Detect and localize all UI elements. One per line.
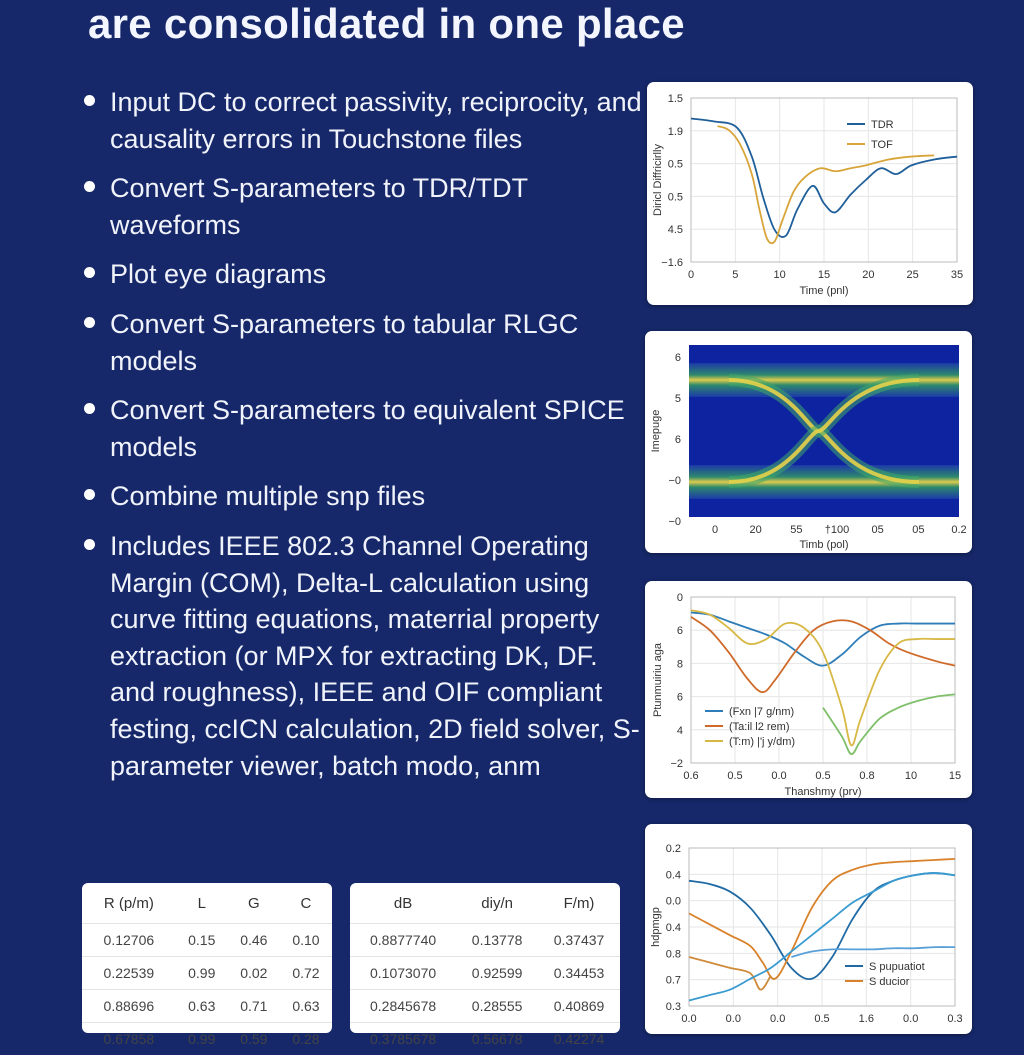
x-tick-label: 15 (949, 770, 961, 782)
x-tick-label: 0.6 (683, 770, 698, 782)
x-tick-label: 25 (907, 269, 919, 281)
x-tick-label: 0.5 (727, 770, 742, 782)
x-tick-label: 05 (872, 524, 884, 536)
db-table (350, 883, 620, 1055)
y-tick-label: 1.9 (668, 126, 683, 138)
db-table-card (350, 883, 620, 1033)
y-tick-label: 4.5 (668, 224, 683, 236)
x-tick-label: 0.0 (903, 1013, 918, 1025)
table-cell: 0.37437 (538, 924, 620, 957)
table-cell: 0.10 (280, 924, 332, 957)
y-axis-label: Imepuge (650, 410, 662, 453)
table-cell: 0.28555 (456, 990, 538, 1023)
x-tick-label: 1.6 (859, 1013, 874, 1025)
bullet-icon (84, 267, 95, 278)
table-row (82, 957, 332, 990)
y-tick-label: −2 (670, 758, 683, 770)
series-line (689, 957, 771, 990)
table-cell: 0.59 (228, 1023, 280, 1055)
feature-item (82, 256, 642, 293)
table-row (350, 957, 620, 990)
series-line (823, 694, 955, 754)
y-tick-label: 5 (675, 393, 681, 405)
table-header: diy/n (456, 883, 538, 924)
legend-label: TOF (871, 139, 893, 151)
tdr-chart-card (647, 82, 973, 305)
table-row (350, 924, 620, 957)
y-tick-label: 0.7 (666, 975, 681, 987)
x-tick-label: 35 (951, 269, 963, 281)
table-header: R (p/m) (82, 883, 176, 924)
x-tick-label: 20 (750, 524, 762, 536)
feature-text: Combine multiple snp files (110, 481, 425, 511)
feature-text: Convert S-parameters to equivalent SPICE models (110, 395, 625, 462)
feature-text: Convert S-parameters to TDR/TDT waveforms (110, 173, 528, 240)
table-cell: 0.67858 (82, 1023, 176, 1055)
y-tick-label: 0.2 (666, 843, 681, 855)
table-cell: 0.72 (280, 957, 332, 990)
eye-diagram-chart (645, 331, 972, 553)
sparam-chart-card (645, 824, 972, 1034)
table-header: C (280, 883, 332, 924)
table-cell: 0.88696 (82, 990, 176, 1023)
feature-item (82, 170, 642, 243)
feature-text: Convert S-parameters to tabular RLGC models (110, 309, 578, 376)
rlgc-table (82, 883, 332, 1055)
x-tick-label: 55 (790, 524, 802, 536)
table-cell: 0.71 (228, 990, 280, 1023)
table-cell: 0.02 (228, 957, 280, 990)
table-cell: 0.8877740 (350, 924, 456, 957)
table-row (350, 1023, 620, 1055)
x-tick-label: 5 (732, 269, 738, 281)
bullet-icon (84, 317, 95, 328)
y-tick-label: 0.5 (668, 191, 683, 203)
y-tick-label: 0.4 (666, 869, 681, 881)
table-cell: 0.56678 (456, 1023, 538, 1055)
x-axis-label: Timb (pol) (799, 539, 848, 551)
sparam-chart (645, 824, 972, 1034)
eye-diagram-card (645, 331, 972, 553)
feature-item (82, 478, 642, 515)
rlgc-table-card (82, 883, 332, 1033)
rlgc-chart-card (645, 581, 972, 798)
y-tick-label: 0.4 (666, 922, 681, 934)
table-cell: 0.92599 (456, 957, 538, 990)
feature-item (82, 306, 642, 379)
table-cell: 0.13778 (456, 924, 538, 957)
x-tick-label: 10 (774, 269, 786, 281)
legend-label: TDR (871, 119, 894, 131)
feature-text: Input DC to correct passivity, reciprocity, and causality errors in Touchstone files (110, 87, 642, 154)
table-cell: 0.99 (176, 1023, 228, 1055)
table-cell: 0.99 (176, 957, 228, 990)
feature-list (82, 84, 642, 797)
table-cell: 0.1073070 (350, 957, 456, 990)
y-axis-label: Diricl Diffricirlly (652, 144, 664, 216)
y-tick-label: −0 (668, 516, 681, 528)
y-tick-label: −0 (668, 475, 681, 487)
y-tick-label: 0.5 (668, 159, 683, 171)
table-row (82, 924, 332, 957)
y-tick-label: −1.6 (661, 257, 683, 269)
y-tick-label: 0 (677, 592, 683, 604)
x-axis-label: Thanshmy (prv) (784, 786, 861, 798)
table-cell: 0.22539 (82, 957, 176, 990)
y-tick-label: 1.5 (668, 93, 683, 105)
table-cell: 0.63 (280, 990, 332, 1023)
x-tick-label: 0 (712, 524, 718, 536)
x-tick-label: 0.0 (726, 1013, 741, 1025)
table-cell: 0.46 (228, 924, 280, 957)
table-header: F/m) (538, 883, 620, 924)
legend-label: (Fxn |7 g/nm) (729, 706, 794, 718)
page-headline: are consolidated in one place (88, 0, 988, 50)
table-cell: 0.12706 (82, 924, 176, 957)
table-cell: 0.3785678 (350, 1023, 456, 1055)
x-tick-label: 20 (862, 269, 874, 281)
rlgc-chart (645, 581, 972, 798)
x-tick-label: 0.0 (771, 770, 786, 782)
x-tick-label: 0.5 (815, 770, 830, 782)
y-tick-label: 8 (677, 658, 683, 670)
series-line (718, 126, 935, 243)
bullet-icon (84, 403, 95, 414)
table-cell: 0.34453 (538, 957, 620, 990)
x-tick-label: 0.3 (947, 1013, 962, 1025)
legend-label: (Ta:il l2 rem) (729, 721, 790, 733)
x-tick-label: 0.2 (951, 524, 966, 536)
x-tick-label: †100 (825, 524, 849, 536)
y-tick-label: 4 (677, 725, 683, 737)
x-tick-label: 05 (912, 524, 924, 536)
feature-item (82, 528, 642, 784)
y-axis-label: Ptunmuiriu aga (652, 642, 664, 717)
bullet-icon (84, 489, 95, 500)
x-tick-label: 0.0 (770, 1013, 785, 1025)
x-tick-label: 0.0 (681, 1013, 696, 1025)
bullet-icon (84, 95, 95, 106)
table-cell: 0.40869 (538, 990, 620, 1023)
x-tick-label: 0.5 (814, 1013, 829, 1025)
table-header: dB (350, 883, 456, 924)
table-cell: 0.63 (176, 990, 228, 1023)
y-tick-label: 6 (677, 692, 683, 704)
table-cell: 0.28 (280, 1023, 332, 1055)
feature-text: Plot eye diagrams (110, 259, 326, 289)
y-tick-label: 6 (677, 625, 683, 637)
y-axis-label: hdpmgp (650, 907, 662, 947)
tdr-chart (647, 82, 973, 305)
x-tick-label: 15 (818, 269, 830, 281)
table-row (82, 1023, 332, 1055)
table-cell: 0.42274 (538, 1023, 620, 1055)
x-tick-label: 10 (905, 770, 917, 782)
table-row (82, 990, 332, 1023)
table-cell: 0.2845678 (350, 990, 456, 1023)
feature-item (82, 392, 642, 465)
table-row (350, 990, 620, 1023)
y-tick-label: 6 (675, 352, 681, 364)
legend-label: S pupuatiot (869, 961, 925, 973)
table-header: L (176, 883, 228, 924)
y-tick-label: 0.8 (666, 948, 681, 960)
legend-label: (T:m) |'j y/dm) (729, 736, 795, 748)
series-line (791, 947, 955, 957)
feature-text: Includes IEEE 802.3 Channel Operating Margin (COM), Delta-L calculation using curve fitting equations, materrial property extraction (or MPX for extracting DK, DF. and roughness), IEEE and OIF compliant festing, ccICN calculation, 2D field solver, S-parameter viewer, batch modo, anm (110, 531, 640, 781)
table-cell: 0.15 (176, 924, 228, 957)
x-axis-label: Time (pnl) (799, 285, 848, 297)
y-tick-label: 0.0 (666, 896, 681, 908)
y-tick-label: 0.3 (666, 1001, 681, 1013)
y-tick-label: 6 (675, 434, 681, 446)
bullet-icon (84, 539, 95, 550)
x-tick-label: 0.8 (859, 770, 874, 782)
feature-item (82, 84, 642, 157)
table-header: G (228, 883, 280, 924)
x-tick-label: 0 (688, 269, 694, 281)
bullet-icon (84, 181, 95, 192)
legend-label: S ducior (869, 976, 910, 988)
